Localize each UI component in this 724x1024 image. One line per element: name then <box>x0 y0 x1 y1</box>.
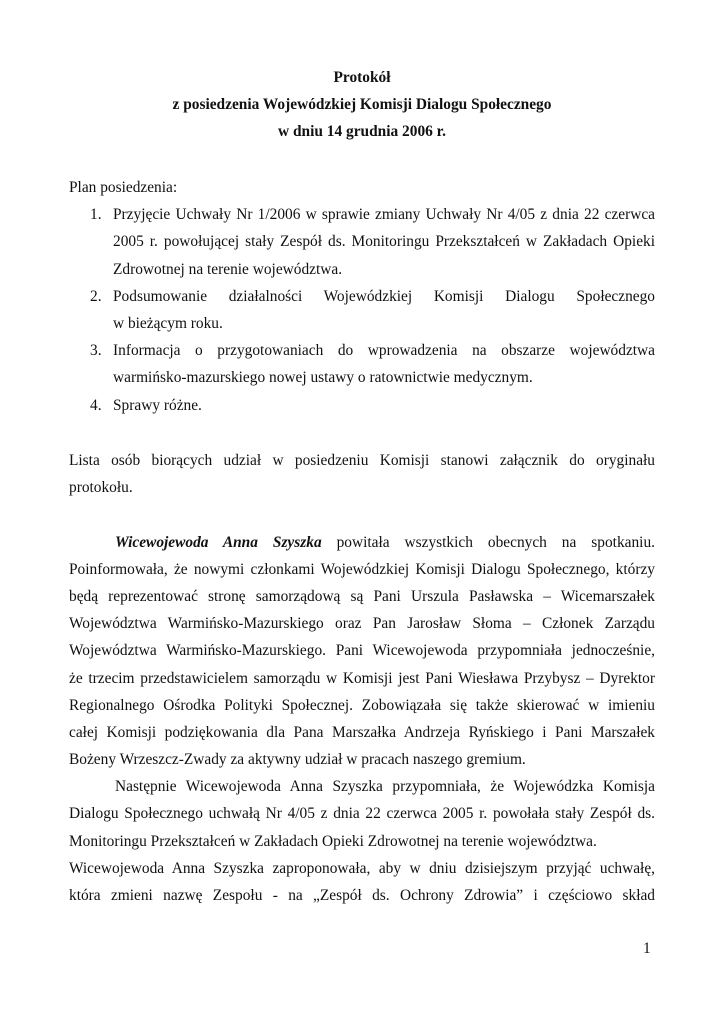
plan-item-2-line-1: Podsumowanie działalności Wojewódzkiej Komisji Dialogu Społecznego <box>113 288 655 305</box>
paragraph-1-line-8: całej Komisji podziękowania dla Pana Marszałka Andrzeja Ryńskiego i Pani Marszałek <box>69 724 655 741</box>
plan-item-2-line-2: w bieżącym roku. <box>113 315 223 332</box>
paragraph-1-line-6: że trzecim przedstawicielem samorządu w Komisji jest Pani Wiesława Przybysz – Dyrektor <box>69 670 655 687</box>
attendance-line-1: Lista osób biorących udział w posiedzeniu Komisji stanowi załącznik do oryginału <box>69 452 655 469</box>
plan-item-3-line-2: warmińsko-mazurskiego nowej ustawy o ratownictwie medycznym. <box>113 369 533 386</box>
plan-item-1-line-2: 2005 r. powołującej stały Zespół ds. Monitoringu Przekształceń w Zakładach Opieki <box>113 233 655 250</box>
attendance-line-2: protokołu. <box>69 479 133 496</box>
paragraph-1-line-9: Bożeny Wrzeszcz-Zwady za aktywny udział w pracach naszego gremium. <box>69 751 526 768</box>
page-number: 1 <box>643 940 651 957</box>
plan-item-3-line-1: Informacja o przygotowaniach do wprowadzenia na obszarze województwa <box>113 342 655 359</box>
plan-item-number: 4. <box>90 397 102 414</box>
paragraph-2-line-4: Wicewojewoda Anna Szyszka zaproponowała, aby w dniu dzisiejszym przyjąć uchwałę, <box>69 860 655 877</box>
paragraph-1-line-3: będą reprezentować stronę samorządową są Pani Urszula Pasławska – Wicemarszałek <box>69 588 655 605</box>
paragraph-2-line-5: która zmieni nazwę Zespołu - na „Zespół ds. Ochrony Zdrowia” i częściowo skład <box>69 887 655 904</box>
paragraph-1-line-5: Województwa Warmińsko-Mazurskiego. Pani Wicewojewoda przypomniała jednocześnie, <box>69 642 655 659</box>
plan-item-1-line-3: Zdrowotnej na terenie województwa. <box>113 261 343 278</box>
paragraph-2-line-3: Monitoringu Przekształceń w Zakładach Opieki Zdrowotnej na terenie województwa. <box>69 833 597 850</box>
plan-item-4-line-1: Sprawy różne. <box>113 397 202 414</box>
paragraph-2-line-1: Następnie Wicewojewoda Anna Szyszka przypomniała, że Wojewódzka Komisja <box>115 778 655 795</box>
speaker-name: Wicewojewoda Anna Szyszka <box>115 534 322 551</box>
document-subtitle: z posiedzenia Wojewódzkiej Komisji Dialogu Społecznego <box>172 96 552 113</box>
document-title: Protokół <box>333 69 391 86</box>
paragraph-1-line-2: Poinformowała, że nowymi członkami Wojewódzkiej Komisji Dialogu Społecznego, którzy <box>69 561 655 578</box>
plan-item-number: 1. <box>90 206 102 223</box>
plan-item-number: 2. <box>90 288 102 305</box>
paragraph-2-line-2: Dialogu Społecznego uchwałą Nr 4/05 z dnia 22 czerwca 2005 r. powołała stały Zespół ds. <box>69 805 655 822</box>
plan-item-1-line-1: Przyjęcie Uchwały Nr 1/2006 w sprawie zmiany Uchwały Nr 4/05 z dnia 22 czerwca <box>113 206 655 223</box>
paragraph-1-line-4: Województwa Warmińsko-Mazurskiego oraz Pan Jarosław Słoma – Członek Zarządu <box>69 615 655 632</box>
paragraph-1-line-1: Wicewojewoda Anna Szyszka powitała wszystkich obecnych na spotkaniu. <box>115 534 655 551</box>
paragraph-1-line-7: Regionalnego Ośrodka Polityki Społecznej. Zobowiązała się także skierować w imieniu <box>69 697 655 714</box>
plan-item-number: 3. <box>90 342 102 359</box>
plan-heading: Plan posiedzenia: <box>69 179 178 196</box>
document-date: w dniu 14 grudnia 2006 r. <box>278 123 446 140</box>
